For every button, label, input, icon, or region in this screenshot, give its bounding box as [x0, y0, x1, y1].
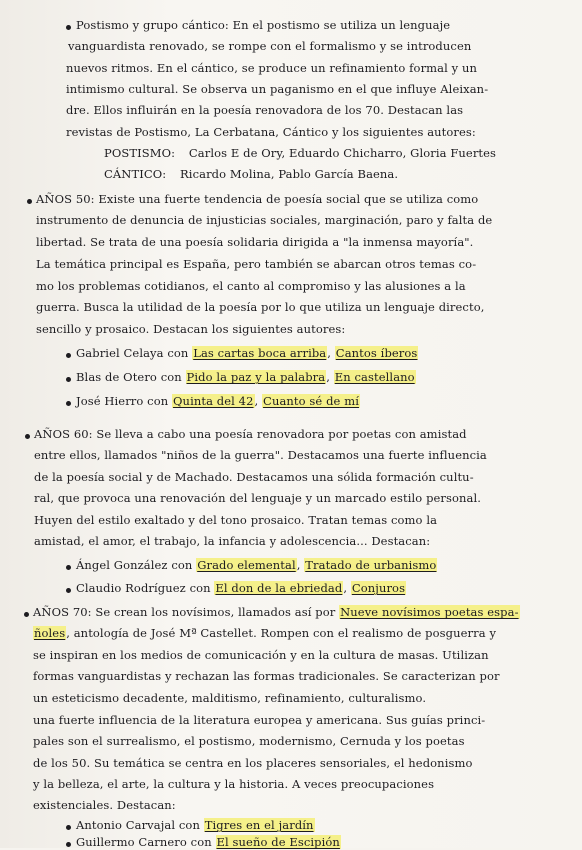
- author-bullet: [66, 842, 71, 847]
- text-line: [33, 625, 496, 641]
- text-line: de la poesía social y de Machado. Destacamos una sólida formación cultu-: [34, 470, 474, 484]
- text-line: Huyen del estilo exaltado y del tono prosaico. Tratan temas como la: [34, 513, 438, 527]
- author-name: Gabriel Celaya con: [76, 346, 189, 360]
- text-line: pales son el surrealismo, el postismo, modernismo, Cernuda y los poetas: [33, 734, 465, 748]
- work-title: Cantos íberos: [335, 346, 418, 360]
- text-line: AÑOS 50: Existe una fuerte tendencia de poesía social que se utiliza como: [36, 192, 479, 206]
- text-line: vanguardista renovado, se rompe con el formalismo y se introducen: [68, 39, 472, 53]
- work-title: Tratado de urbanismo: [305, 558, 437, 572]
- author-name: Guillermo Carnero con: [76, 835, 212, 849]
- author-bullet: [66, 825, 71, 830]
- work-title: Conjuros: [351, 581, 406, 595]
- author-line: Blas de Otero con Pido la paz y la palabra, En castellano: [76, 370, 415, 384]
- text-line: formas vanguardistas y rechazan las formas tradicionales. Se caracterizan por: [33, 669, 500, 683]
- text-line: un esteticismo decadente, malditismo, refinamiento, culturalismo.: [33, 691, 427, 705]
- text-line: intimismo cultural. Se observa un paganismo en el que influye Aleixan-: [66, 82, 489, 96]
- author-name: Blas de Otero con: [76, 370, 182, 384]
- work-title: Grado elemental: [197, 558, 296, 572]
- author-bullet: [66, 377, 71, 382]
- text-line: de los 50. Su temática se centra en los placeres sensoriales, el hedonismo: [33, 756, 473, 770]
- work-title: Cuanto sé de mí: [263, 394, 359, 408]
- text-line: libertad. Se trata de una poesía solidaria dirigida a "la inmensa mayoría".: [36, 235, 474, 249]
- author-line: José Hierro con Quinta del 42, Cuanto sé de mí: [76, 394, 359, 408]
- text-line: [33, 604, 520, 620]
- author-bullet: [66, 565, 71, 570]
- intro-text: AÑOS 70: Se crean los novísimos, llamados así por: [33, 605, 336, 619]
- text-line: guerra. Busca la utilidad de la poesía por lo que utiliza un lenguaje directo,: [36, 300, 485, 314]
- text-line: Postismo y grupo cántico: En el postismo se utiliza un lenguaje: [76, 18, 451, 32]
- text-line: revistas de Postismo, La Cerbatana, Cántico y los siguientes autores:: [66, 125, 476, 139]
- work-title: El sueño de Escipión: [216, 835, 340, 849]
- author-line: Claudio Rodríguez con El don de la ebriedad, Conjuros: [76, 581, 406, 595]
- work-title: Pido la paz y la palabra: [186, 370, 326, 384]
- text-line: una fuerte influencia de la literatura europea y americana. Sus guías princi-: [33, 713, 486, 727]
- group-authors: Carlos E de Ory, Eduardo Chicharro, Gloria Fuertes: [188, 146, 497, 160]
- text-line: La temática principal es España, pero también se abarcan otros temas co-: [36, 257, 477, 271]
- text-line: nuevos ritmos. En el cántico, se produce un refinamiento formal y un: [66, 61, 478, 75]
- section-bullet: [66, 25, 71, 30]
- text-continuation: , antología de José Mª Castellet. Rompen con el realismo de posguerra y: [66, 626, 497, 640]
- author-line: [76, 817, 315, 833]
- work-title: Las cartas boca arriba: [193, 346, 327, 360]
- text-line: dre. Ellos influirán en la poesía renovadora de los 70. Destacan las: [66, 103, 464, 117]
- work-title: En castellano: [334, 370, 415, 384]
- author-bullet: [66, 353, 71, 358]
- text-line: sencillo y prosaico. Destacan los siguientes autores:: [36, 322, 346, 336]
- author-name: José Hierro con: [76, 394, 169, 408]
- author-line: Gabriel Celaya con Las cartas boca arriba, Cantos íberos: [76, 346, 418, 360]
- text-line: se inspiran en los medios de comunicación y en la cultura de masas. Utilizan: [33, 648, 489, 662]
- text-line: entre ellos, llamados "niños de la guerra". Destacamos una fuerte influencia: [34, 448, 487, 462]
- work-title: Quinta del 42: [173, 394, 254, 408]
- text-line: existenciales. Destacan:: [33, 798, 176, 812]
- author-group-line: [104, 166, 398, 182]
- author-bullet: [66, 401, 71, 406]
- text-line: amistad, el amor, el trabajo, la infancia y adolescencia... Destacan:: [34, 534, 431, 548]
- section-bullet: [27, 199, 32, 204]
- section-bullet: [24, 612, 29, 617]
- text-line: y la belleza, el arte, la cultura y la historia. A veces preocupaciones: [33, 777, 435, 791]
- text-line: AÑOS 60: Se lleva a cabo una poesía renovadora por poetas con amistad: [34, 427, 467, 441]
- text-line: ral, que provoca una renovación del lenguaje y un marcado estilo personal.: [34, 491, 482, 505]
- group-authors: Ricardo Molina, Pablo García Baena.: [180, 167, 399, 181]
- author-group-line: [104, 145, 496, 161]
- author-bullet: [66, 588, 71, 593]
- author-name: Ángel González con: [76, 558, 193, 572]
- group-label: CÁNTICO:: [104, 167, 167, 181]
- author-line: Ángel González con Grado elemental, Tratado de urbanismo: [76, 558, 437, 572]
- work-title: Tigres en el jardín: [204, 818, 314, 832]
- author-name: Claudio Rodríguez con: [76, 581, 211, 595]
- text-line: instrumento de denuncia de injusticias sociales, marginación, paro y falta de: [36, 213, 493, 227]
- work-title: El don de la ebriedad: [215, 581, 343, 595]
- author-name: Antonio Carvajal con: [76, 818, 200, 832]
- work-title: Nueve novísimos poetas espa-: [340, 605, 519, 619]
- section-bullet: [25, 434, 30, 439]
- text-line: mo los problemas cotidianos, el canto al compromiso y las alusiones a la: [36, 279, 466, 293]
- group-label: POSTISMO:: [104, 146, 176, 160]
- work-title: ñoles: [34, 626, 66, 640]
